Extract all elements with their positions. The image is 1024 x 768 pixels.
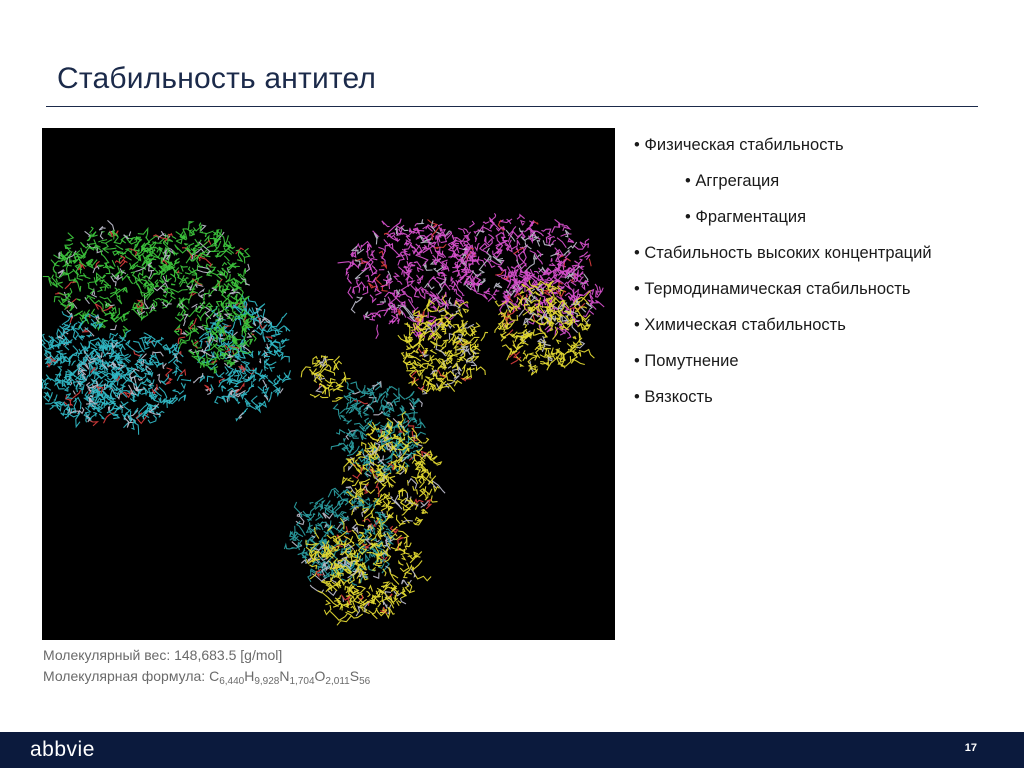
formula-subscript: 9,928 [254,676,280,687]
bullet-item: • Помутнение [634,350,994,386]
formula-subscript: 56 [359,676,371,687]
bullet-list [634,134,994,422]
bullet-item: • Химическая стабильность [634,314,994,350]
antibody-molecule-image [42,128,615,640]
formula-value [209,668,371,687]
molecular-formula [43,666,370,687]
footer-bar [0,732,1024,768]
molecular-weight: Молекулярный вес: 148,683.5 [g/mol] [43,647,283,663]
bullet-item: • Термодинамическая стабильность [634,278,994,314]
sub-bullet-item: • Фрагментация [634,206,994,242]
molecule-strands [42,213,604,625]
abbvie-logo: abbvie [30,738,95,761]
bullet-item: • Физическая стабильность [634,134,994,170]
formula-subscript: 6,440 [219,676,245,687]
sub-bullet-item: • Аггрегация [634,170,994,206]
formula-element: C [209,668,220,684]
formula-element: S [349,668,360,684]
formula-element: N [279,668,290,684]
slide-title: Стабильность антител [57,62,377,95]
formula-element: H [244,668,255,684]
bullet-item: • Вязкость [634,386,994,422]
formula-subscript: 1,704 [289,676,315,687]
formula-element: O [314,668,326,684]
page-number: 17 [964,742,977,754]
formula-label: Молекулярная формула: [43,668,210,684]
formula-subscript: 2,011 [325,676,350,687]
molecule-caption [43,645,370,687]
title-divider [46,106,978,107]
molecule-canvas [42,128,615,640]
bullet-item: • Стабильность высоких концентраций [634,242,994,278]
